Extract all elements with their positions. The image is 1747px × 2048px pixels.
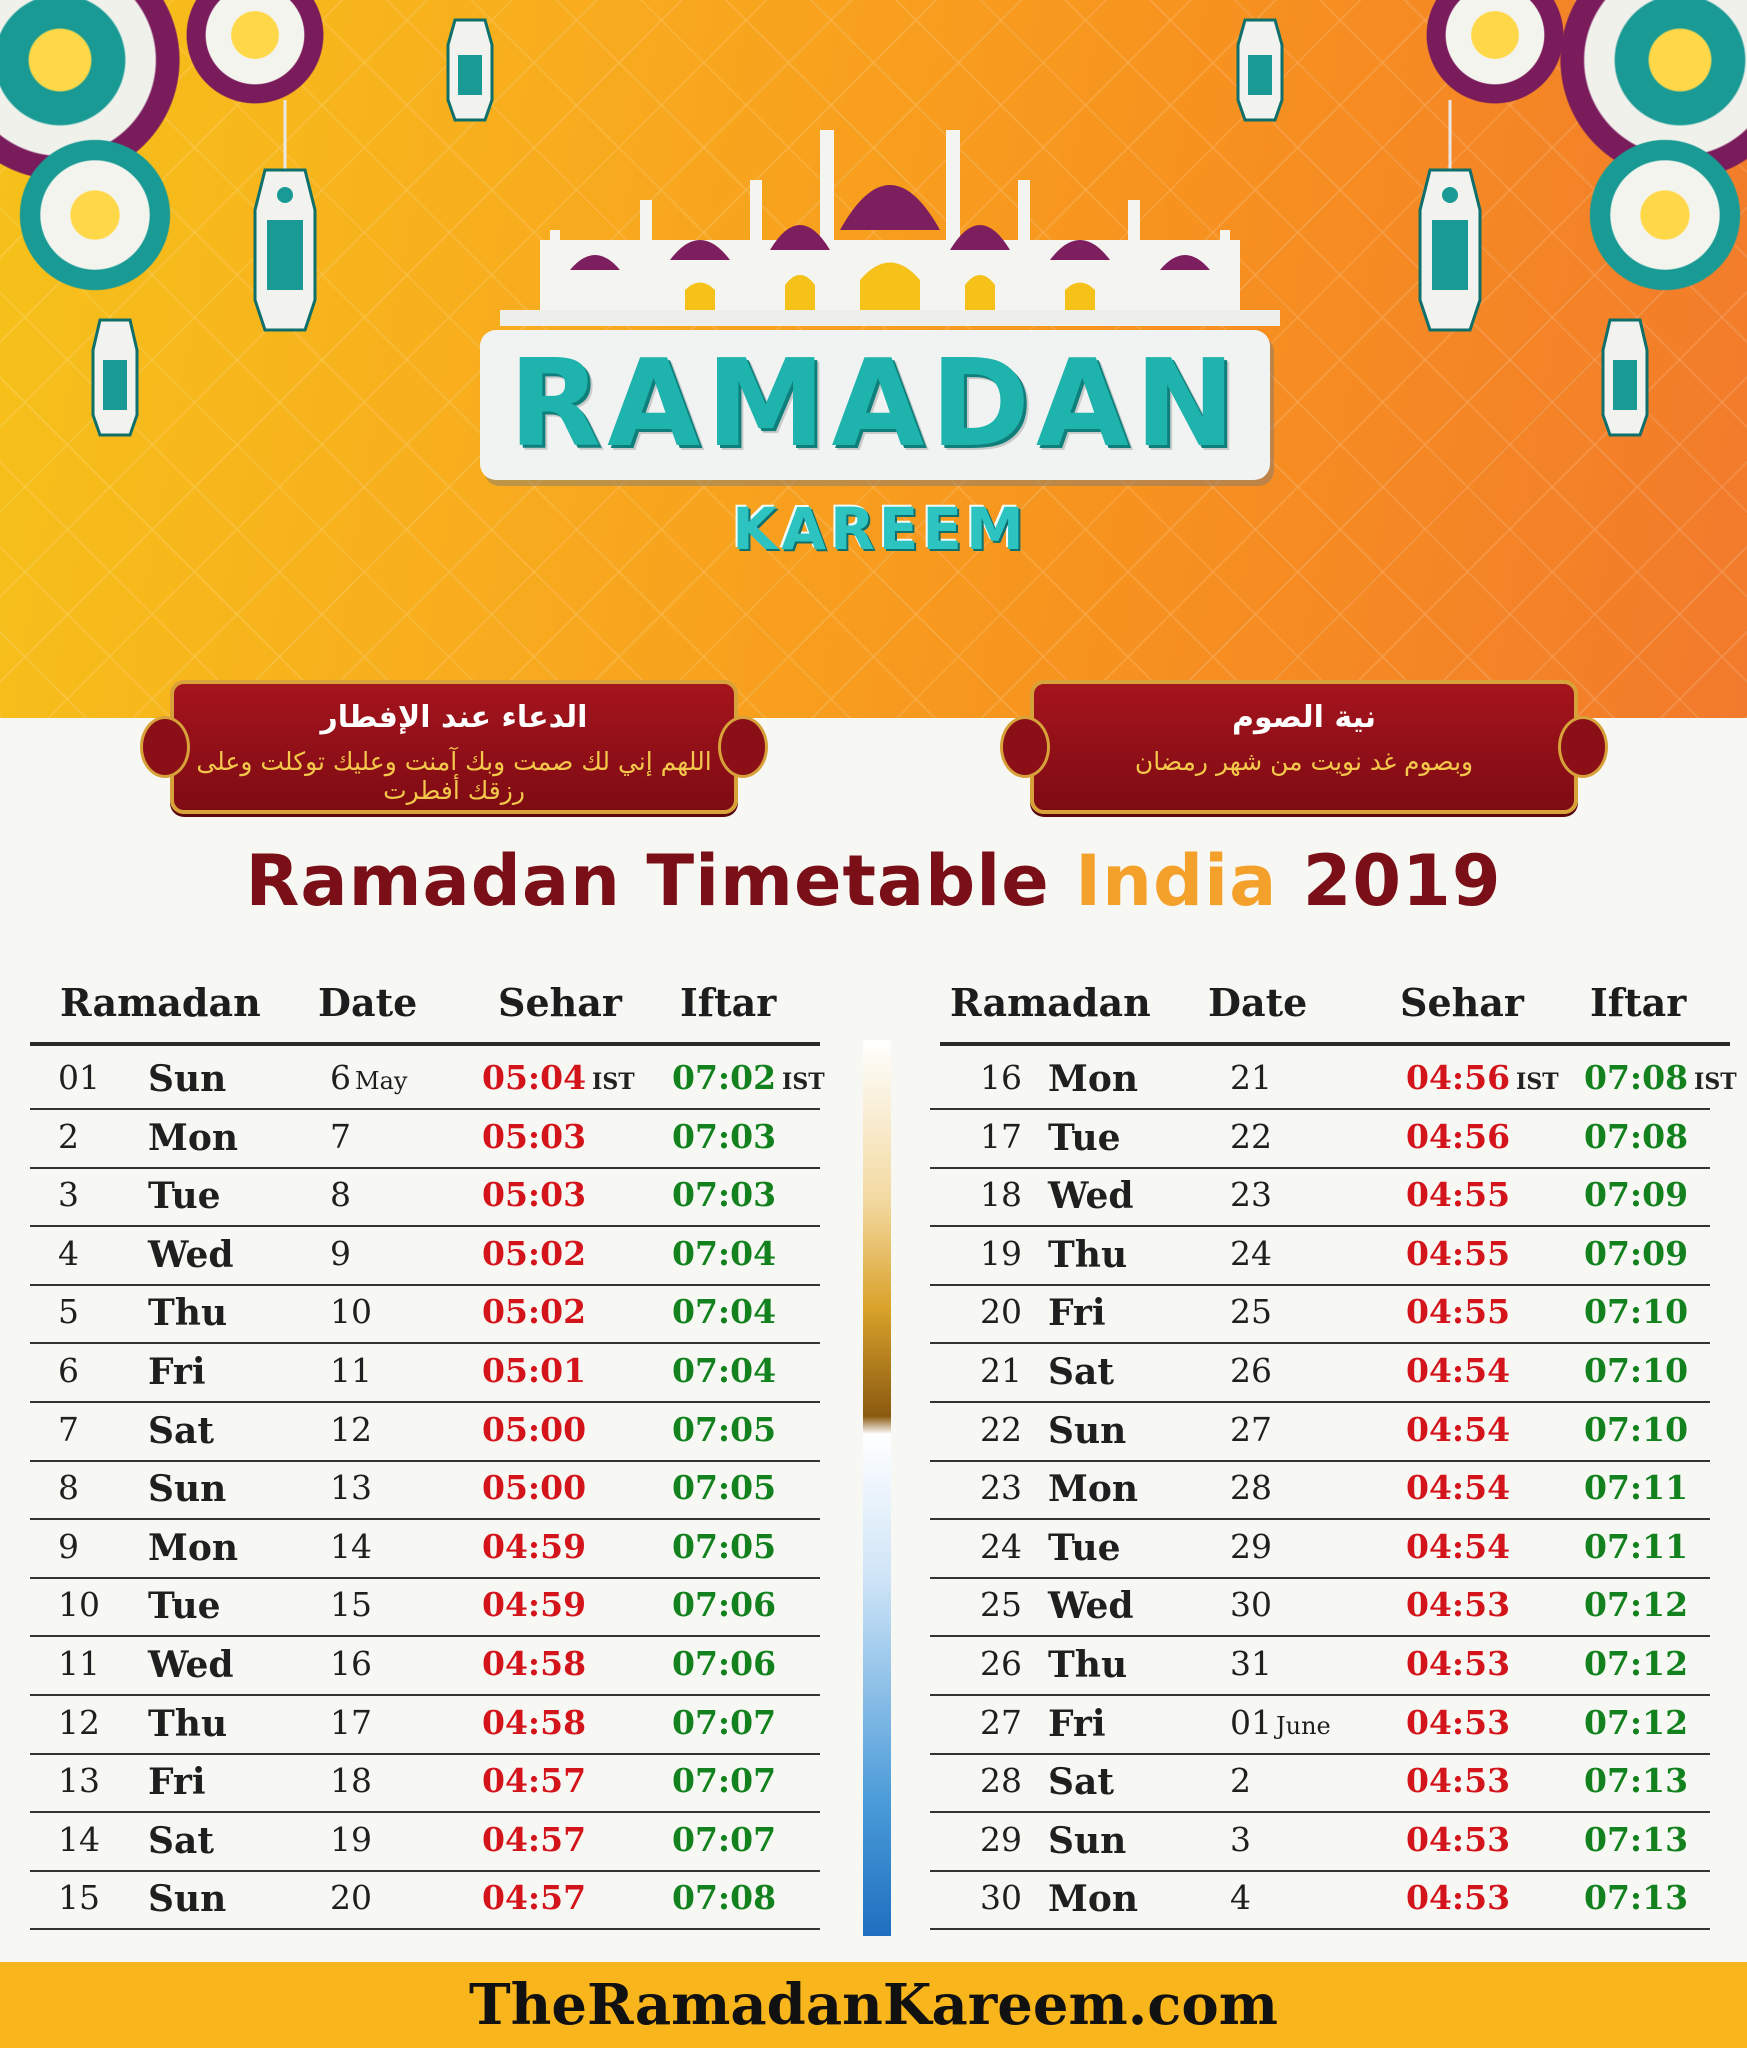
- table-row: [30, 1111, 830, 1169]
- weekday-cell: Thu: [148, 1702, 228, 1745]
- table-row: [30, 1169, 830, 1227]
- weekday-cell: Fri: [1048, 1292, 1106, 1335]
- date-cell: 29: [1230, 1526, 1272, 1566]
- table-row: [30, 1697, 830, 1755]
- sehar-time-cell: 04:59: [482, 1526, 587, 1566]
- table-row: [930, 1579, 1730, 1637]
- iftar-time-cell: 07:11: [1584, 1468, 1689, 1508]
- iftar-time-cell: 07:07: [672, 1761, 777, 1801]
- iftar-dua-title: الدعاء عند الإفطار: [320, 700, 588, 735]
- table-row: [930, 1638, 1730, 1696]
- intention-title: نية الصوم: [1231, 700, 1377, 735]
- ramadan-day-cell: 4: [58, 1233, 79, 1273]
- iftar-time-cell: 07:13: [1584, 1761, 1689, 1801]
- sehar-time-cell: 05:03: [482, 1116, 587, 1156]
- date-cell: 30: [1230, 1585, 1272, 1625]
- ornament-icon: [718, 716, 768, 778]
- table-row: [930, 1111, 1730, 1169]
- iftar-time-cell: 07:09: [1584, 1233, 1689, 1273]
- date-cell: 10: [330, 1292, 372, 1332]
- iftar-time-cell: 07:08: [672, 1878, 777, 1918]
- sehar-time-cell: 04:55: [1406, 1175, 1511, 1215]
- table-row: [930, 1286, 1730, 1344]
- ramadan-day-cell: 15: [58, 1878, 100, 1918]
- date-cell: 7: [330, 1116, 351, 1156]
- table-row: [930, 1462, 1730, 1520]
- date-cell: 31: [1230, 1644, 1272, 1683]
- weekday-cell: Mon: [1048, 1058, 1139, 1100]
- timezone-label: IST: [1694, 1069, 1737, 1095]
- iftar-dua-text: اللهم إني لك صمت وبك آمنت وعليك توكلت وعلى رزقك أفطرت: [196, 747, 712, 805]
- sehar-time-cell: 04:54: [1406, 1468, 1511, 1508]
- ramadan-day-cell: 23: [980, 1468, 1022, 1508]
- date-cell: 2: [1230, 1761, 1251, 1801]
- weekday-cell: Tue: [148, 1585, 221, 1628]
- date-cell: 23: [1230, 1175, 1272, 1215]
- iftar-time-cell: 07:10: [1584, 1292, 1689, 1332]
- weekday-cell: Tue: [1048, 1116, 1121, 1159]
- date-cell: 16: [330, 1644, 372, 1683]
- iftar-time-cell: 07:08 IST: [1584, 1058, 1737, 1097]
- col-ramadan: Ramadan: [950, 980, 1151, 1025]
- intention-text: وبصوم غد نويت من شهر رمضان: [1134, 747, 1474, 776]
- col-date: Date: [1208, 980, 1308, 1025]
- iftar-time-cell: 07:05: [672, 1409, 777, 1449]
- page-title: [0, 840, 1747, 922]
- table-row: [30, 1052, 830, 1110]
- ramadan-day-cell: 11: [58, 1644, 100, 1683]
- timetable-right: [930, 980, 1737, 1921]
- timezone-label: IST: [782, 1069, 825, 1095]
- ramadan-day-cell: 29: [980, 1819, 1022, 1859]
- weekday-cell: Thu: [1048, 1233, 1128, 1276]
- footer-bar: [0, 1962, 1747, 2048]
- iftar-time-cell: 07:09: [1584, 1175, 1689, 1215]
- ramadan-day-cell: 3: [58, 1175, 79, 1215]
- date-cell: 01 June: [1230, 1702, 1331, 1742]
- table-row: [930, 1052, 1737, 1110]
- table-row: [30, 1872, 830, 1930]
- title-part-year: 2019: [1302, 840, 1502, 922]
- col-sehar: Sehar: [1400, 980, 1524, 1025]
- header-rule: [30, 1042, 820, 1046]
- ramadan-day-cell: 27: [980, 1702, 1022, 1742]
- sehar-time-cell: 04:54: [1406, 1351, 1511, 1390]
- fasting-intention-plaque: [1030, 680, 1578, 814]
- ramadan-day-cell: 19: [980, 1233, 1022, 1273]
- sehar-time-cell: 04:55: [1406, 1292, 1511, 1332]
- sehar-time-cell: 05:03: [482, 1175, 587, 1215]
- date-cell: 6 May: [330, 1058, 408, 1097]
- ornament-icon: [1558, 716, 1608, 778]
- date-cell: 14: [330, 1526, 372, 1566]
- sehar-time-cell: 04:53: [1406, 1878, 1511, 1918]
- weekday-cell: Tue: [1048, 1526, 1121, 1569]
- website-label: TheRamadanKareem.com: [469, 1972, 1278, 2038]
- weekday-cell: Fri: [148, 1761, 206, 1804]
- col-date: Date: [318, 980, 418, 1025]
- table-row: [930, 1755, 1730, 1813]
- iftar-time-cell: 07:13: [1584, 1878, 1689, 1918]
- col-iftar: Iftar: [1590, 980, 1687, 1025]
- weekday-cell: Wed: [1048, 1175, 1134, 1218]
- ramadan-day-cell: 20: [980, 1292, 1022, 1332]
- table-row: [30, 1345, 830, 1403]
- ramadan-day-cell: 22: [980, 1409, 1022, 1449]
- sehar-time-cell: 04:58: [482, 1702, 587, 1742]
- ramadan-day-cell: 17: [980, 1116, 1022, 1156]
- iftar-dua-plaque: [170, 680, 738, 814]
- ramadan-day-cell: 6: [58, 1351, 79, 1390]
- weekday-cell: Mon: [148, 1526, 239, 1569]
- ramadan-day-cell: 25: [980, 1585, 1022, 1625]
- sehar-time-cell: 04:53: [1406, 1644, 1511, 1683]
- date-cell: 15: [330, 1585, 372, 1625]
- weekday-cell: Sat: [148, 1409, 214, 1452]
- table-row: [930, 1697, 1730, 1755]
- iftar-time-cell: 07:10: [1584, 1409, 1689, 1449]
- iftar-time-cell: 07:06: [672, 1585, 777, 1625]
- sehar-time-cell: 04:56 IST: [1406, 1058, 1559, 1097]
- weekday-cell: Sun: [1048, 1819, 1127, 1862]
- date-cell: 13: [330, 1468, 372, 1508]
- iftar-time-cell: 07:07: [672, 1702, 777, 1742]
- sehar-time-cell: 04:56: [1406, 1116, 1511, 1156]
- date-cell: 3: [1230, 1819, 1251, 1859]
- sehar-time-cell: 04:54: [1406, 1409, 1511, 1449]
- weekday-cell: Mon: [1048, 1468, 1139, 1511]
- lantern-icon: [85, 300, 145, 450]
- ramadan-day-cell: 24: [980, 1526, 1022, 1566]
- header-banner: [0, 0, 1747, 718]
- table-header: [30, 980, 830, 1040]
- weekday-cell: Mon: [1048, 1878, 1139, 1921]
- ramadan-day-cell: 7: [58, 1409, 79, 1449]
- timezone-label: IST: [1516, 1069, 1559, 1095]
- title-part-country: India: [1075, 840, 1278, 922]
- weekday-cell: Thu: [1048, 1644, 1128, 1686]
- kareem-subtitle: KAREEM: [732, 495, 1028, 563]
- sehar-time-cell: 05:00: [482, 1468, 587, 1508]
- weekday-cell: Mon: [148, 1116, 239, 1159]
- table-row: [30, 1228, 830, 1286]
- ramadan-day-cell: 18: [980, 1175, 1022, 1215]
- col-ramadan: Ramadan: [60, 980, 261, 1025]
- date-cell: 25: [1230, 1292, 1272, 1332]
- table-row: [930, 1345, 1730, 1403]
- title-part-main: Ramadan Timetable: [245, 840, 1050, 922]
- sehar-time-cell: 05:01: [482, 1351, 587, 1390]
- table-row: [930, 1521, 1730, 1579]
- iftar-time-cell: 07:02 IST: [672, 1058, 825, 1097]
- sehar-time-cell: 04:57: [482, 1819, 587, 1859]
- sehar-time-cell: 04:53: [1406, 1819, 1511, 1859]
- month-label: June: [1276, 1711, 1331, 1740]
- sehar-time-cell: 05:00: [482, 1409, 587, 1449]
- date-cell: 11: [330, 1351, 372, 1390]
- ramadan-title: RAMADAN: [480, 330, 1270, 480]
- table-row: [30, 1521, 830, 1579]
- ramadan-day-cell: 21: [980, 1351, 1022, 1390]
- iftar-time-cell: 07:12: [1584, 1702, 1689, 1742]
- weekday-cell: Sat: [148, 1819, 214, 1862]
- ramadan-day-cell: 10: [58, 1585, 100, 1625]
- table-row: [30, 1404, 830, 1462]
- ramadan-day-cell: 12: [58, 1702, 100, 1742]
- sehar-time-cell: 04:55: [1406, 1233, 1511, 1273]
- weekday-cell: Wed: [1048, 1585, 1134, 1628]
- iftar-time-cell: 07:04: [672, 1233, 777, 1273]
- col-iftar: Iftar: [680, 980, 777, 1025]
- iftar-time-cell: 07:04: [672, 1351, 777, 1390]
- date-cell: 28: [1230, 1468, 1272, 1508]
- date-cell: 24: [1230, 1233, 1272, 1273]
- weekday-cell: Sat: [1048, 1761, 1114, 1804]
- sehar-time-cell: 04:58: [482, 1644, 587, 1683]
- weekday-cell: Wed: [148, 1644, 234, 1686]
- flower-decoration-left-2: [10, 130, 180, 300]
- ramadan-day-cell: 28: [980, 1761, 1022, 1801]
- table-row: [30, 1462, 830, 1520]
- iftar-time-cell: 07:05: [672, 1526, 777, 1566]
- weekday-cell: Fri: [148, 1351, 206, 1393]
- lantern-icon: [1230, 10, 1290, 130]
- iftar-time-cell: 07:11: [1584, 1526, 1689, 1566]
- sehar-time-cell: 05:02: [482, 1233, 587, 1273]
- table-row: [30, 1755, 830, 1813]
- weekday-cell: Thu: [148, 1292, 228, 1335]
- ramadan-day-cell: 01: [58, 1058, 100, 1097]
- iftar-time-cell: 07:12: [1584, 1585, 1689, 1625]
- center-divider: [863, 1040, 891, 1936]
- iftar-time-cell: 07:06: [672, 1644, 777, 1683]
- ornament-icon: [1000, 716, 1050, 778]
- table-row: [930, 1872, 1730, 1930]
- sehar-time-cell: 04:53: [1406, 1761, 1511, 1801]
- month-label: May: [355, 1067, 408, 1095]
- ramadan-day-cell: 30: [980, 1878, 1022, 1918]
- ramadan-day-cell: 16: [980, 1058, 1022, 1097]
- ramadan-day-cell: 8: [58, 1468, 79, 1508]
- date-cell: 18: [330, 1761, 372, 1801]
- table-header: [930, 980, 1730, 1040]
- table-row: [30, 1638, 830, 1696]
- date-cell: 19: [330, 1819, 372, 1859]
- row-rule: [30, 1928, 820, 1930]
- date-cell: 20: [330, 1878, 372, 1918]
- weekday-cell: Sun: [1048, 1409, 1127, 1452]
- iftar-time-cell: 07:08: [1584, 1116, 1689, 1156]
- date-cell: 27: [1230, 1409, 1272, 1449]
- table-row: [930, 1404, 1730, 1462]
- iftar-time-cell: 07:03: [672, 1116, 777, 1156]
- sehar-time-cell: 04:57: [482, 1878, 587, 1918]
- weekday-cell: Fri: [1048, 1702, 1106, 1745]
- iftar-time-cell: 07:10: [1584, 1351, 1689, 1390]
- mosque-icon: [500, 120, 1280, 330]
- header-rule: [940, 1042, 1730, 1046]
- sehar-time-cell: 04:53: [1406, 1702, 1511, 1742]
- table-row: [930, 1169, 1730, 1227]
- date-cell: 26: [1230, 1351, 1272, 1390]
- sehar-time-cell: 04:57: [482, 1761, 587, 1801]
- ramadan-day-cell: 9: [58, 1526, 79, 1566]
- date-cell: 12: [330, 1409, 372, 1449]
- iftar-time-cell: 07:07: [672, 1819, 777, 1859]
- ramadan-day-cell: 13: [58, 1761, 100, 1801]
- ramadan-day-cell: 2: [58, 1116, 79, 1156]
- timezone-label: IST: [592, 1069, 635, 1095]
- lantern-icon: [1405, 100, 1495, 360]
- iftar-time-cell: 07:05: [672, 1468, 777, 1508]
- date-cell: 17: [330, 1702, 372, 1742]
- date-cell: 21: [1230, 1058, 1272, 1097]
- date-cell: 8: [330, 1175, 351, 1215]
- col-sehar: Sehar: [498, 980, 622, 1025]
- table-row: [930, 1814, 1730, 1872]
- flower-decoration-right-2: [1580, 130, 1747, 300]
- ornament-icon: [140, 716, 190, 778]
- table-row: [930, 1228, 1730, 1286]
- weekday-cell: Sun: [148, 1878, 227, 1921]
- sehar-time-cell: 04:59: [482, 1585, 587, 1625]
- timetable-left: [30, 980, 830, 1921]
- weekday-cell: Tue: [148, 1175, 221, 1218]
- weekday-cell: Sat: [1048, 1351, 1114, 1393]
- ramadan-day-cell: 14: [58, 1819, 100, 1859]
- row-rule: [930, 1928, 1710, 1930]
- iftar-time-cell: 07:04: [672, 1292, 777, 1332]
- ramadan-day-cell: 26: [980, 1644, 1022, 1683]
- table-row: [30, 1814, 830, 1872]
- sehar-time-cell: 04:54: [1406, 1526, 1511, 1566]
- date-cell: 22: [1230, 1116, 1272, 1156]
- sehar-time-cell: 05:02: [482, 1292, 587, 1332]
- lantern-icon: [240, 100, 330, 360]
- weekday-cell: Sun: [148, 1468, 227, 1511]
- iftar-time-cell: 07:12: [1584, 1644, 1689, 1683]
- sehar-time-cell: 05:04 IST: [482, 1058, 635, 1097]
- date-cell: 4: [1230, 1878, 1251, 1918]
- sehar-time-cell: 04:53: [1406, 1585, 1511, 1625]
- iftar-time-cell: 07:03: [672, 1175, 777, 1215]
- ramadan-day-cell: 5: [58, 1292, 79, 1332]
- lantern-icon: [1595, 300, 1655, 450]
- weekday-cell: Wed: [148, 1233, 234, 1276]
- weekday-cell: Sun: [148, 1058, 227, 1100]
- table-row: [30, 1579, 830, 1637]
- lantern-icon: [440, 10, 500, 130]
- iftar-time-cell: 07:13: [1584, 1819, 1689, 1859]
- date-cell: 9: [330, 1233, 351, 1273]
- table-row: [30, 1286, 830, 1344]
